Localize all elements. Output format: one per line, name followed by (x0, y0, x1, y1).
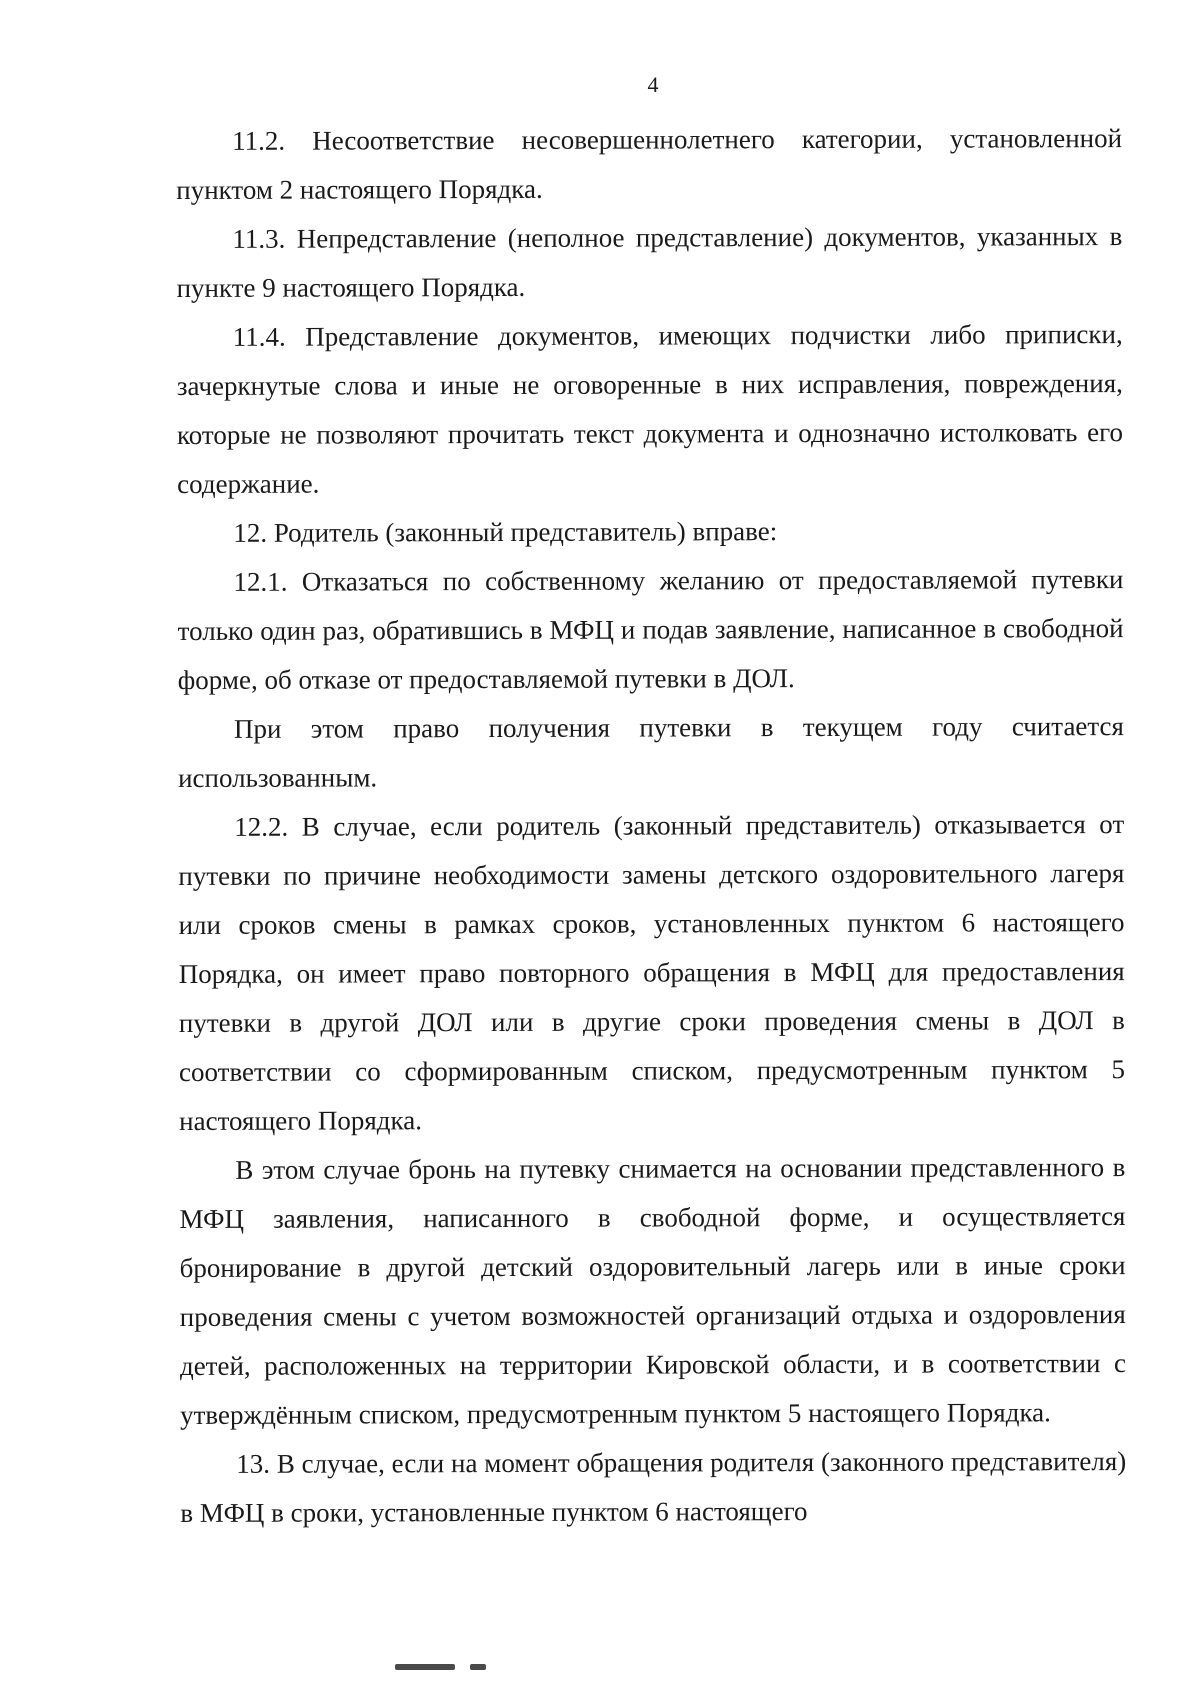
paragraph-13: 13. В случае, если на момент обращения родителя (законного представителя) в МФЦ в сроки, установленные пунктом 6 настоящего (180, 1446, 1127, 1528)
document-body (176, 114, 1126, 1538)
paragraph-11-4: 11.4. Представление документов, имеющих подчистки либо приписки, зачеркнутые слова и иные не оговоренные в них исправления, повреждения, которые не позволяют прочитать текст документа и однозначно истолковать его содержание. (176, 319, 1124, 499)
paragraph-12-1-note: При этом право получения путевки в текущем году считается использованным. (178, 711, 1124, 793)
bottom-scan-mark (395, 1664, 455, 1670)
bottom-scan-mark-small (470, 1664, 486, 1670)
paragraph-11-2: 11.2. Несоответствие несовершеннолетнего категории, установленной пунктом 2 настоящего Порядка. (176, 123, 1123, 205)
paragraph-12-1: 12.1. Отказаться по собственному желанию от предоставляемой путевки только один раз, обратившись в МФЦ и подав заявление, написанное в свободной форме, об отказе от предоставляемой путевки в ДОЛ. (177, 564, 1124, 695)
paragraph-12-2-note: В этом случае бронь на путевку снимается на основании представленного в МФЦ заявления, написанного в свободной форме, и осуществляется бронирование в другой детский оздоровительный лагерь или в иные сроки проведения смены с учетом возможностей организаций отдыха и оздоровления детей, расположенных на территории Кировской области, и в соответствии с утверждённым списком, предусмотренным пунктом 5 настоящего Порядка. (179, 1152, 1126, 1430)
paragraph-12: 12. Родитель (законный представитель) вправе: (233, 516, 778, 548)
page-number: 4 (647, 72, 659, 97)
paragraph-11-3: 11.3. Непредставление (неполное представление) документов, указанных в пункте 9 настоящего Порядка. (176, 221, 1123, 303)
paragraph-12-2: 12.2. В случае, если родитель (законный представитель) отказывается от путевки по причине необходимости замены детского оздоровительного лагеря или сроков смены в рамках сроков, установленных пунктом 6 настоящего Порядка, он имеет право повторного обращения в МФЦ для предоставления путевки в другой ДОЛ или в другие сроки проведения смены в ДОЛ в соответствии со сформированным списком, предусмотренным пунктом 5 настоящего Порядка. (178, 809, 1126, 1136)
